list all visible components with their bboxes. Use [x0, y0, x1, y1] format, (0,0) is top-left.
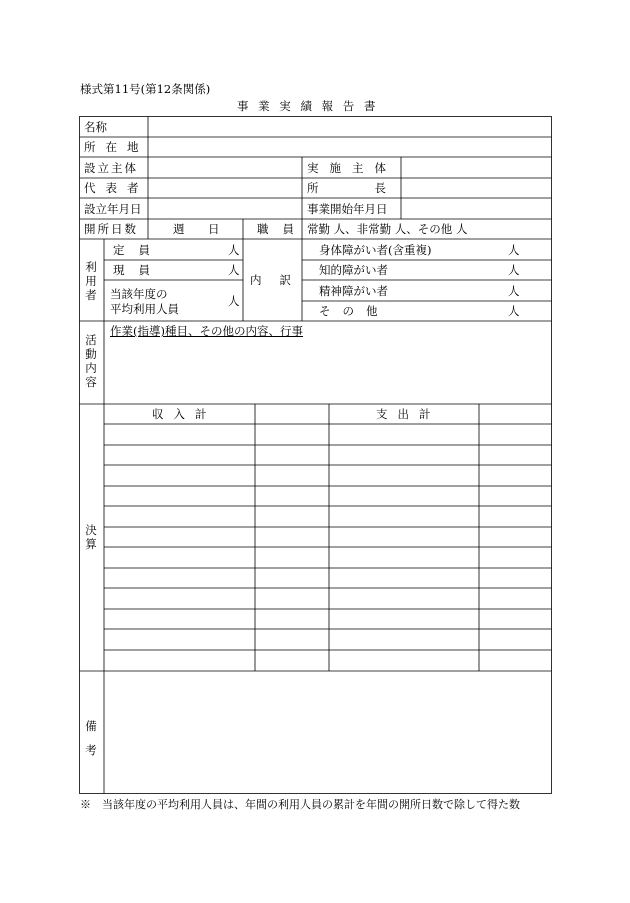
- mental-disability-label: 精神障がい者: [319, 284, 388, 298]
- name-label: 名称: [84, 120, 107, 134]
- address-label: 所在地: [84, 140, 149, 154]
- representative-label: 代表者: [84, 181, 149, 195]
- director-label: 所長: [307, 181, 442, 195]
- capacity-unit: 人: [228, 243, 240, 257]
- open-days-label: 開所日数: [84, 222, 138, 236]
- business-start-label: 事業開始年月日: [307, 202, 388, 216]
- intellectual-disability-unit: 人: [508, 263, 520, 277]
- staff-detail: 常勤 人、非常勤 人、その他 人: [307, 222, 468, 236]
- footnote: ※ 当該年度の平均利用人員は、年間の利用人員の累計を年間の開所日数で除して得た数: [80, 798, 520, 811]
- capacity-label: 定員: [113, 243, 164, 257]
- staff-label: 職員: [257, 222, 308, 236]
- day-label: 日: [208, 222, 220, 236]
- form-number: 様式第11号(第12条関係): [80, 82, 211, 96]
- average-users-unit: 人: [228, 294, 240, 308]
- physical-disability-label: 身体障がい者(含重複): [319, 243, 432, 257]
- users-section-label: 利用者: [85, 260, 97, 302]
- average-users-label-line2: 平均利用人員: [110, 302, 179, 316]
- current-label: 現員: [113, 263, 164, 277]
- average-users-label-line1: 当該年度の: [110, 287, 168, 301]
- remarks-section-label: 備考: [85, 719, 97, 757]
- week-label: 週: [173, 222, 185, 236]
- physical-disability-unit: 人: [508, 243, 520, 257]
- income-total-label: 収入計: [152, 407, 217, 421]
- operator-label: 実施主体: [307, 161, 397, 175]
- expense-total-label: 支出計: [376, 407, 441, 421]
- other-label: その他: [319, 304, 390, 318]
- established-label: 設立年月日: [84, 202, 142, 216]
- current-unit: 人: [228, 263, 240, 277]
- founder-label: 設立主体: [84, 161, 138, 175]
- mental-disability-unit: 人: [508, 284, 520, 298]
- activity-heading: 作業(指導)種目、その他の内容、行事: [110, 324, 303, 338]
- breakdown-label: 内訳: [250, 273, 309, 287]
- settlement-section-label: 決算: [85, 523, 97, 551]
- activity-section-label: 活動内容: [85, 333, 97, 389]
- page-title: 事 業 実 績 報 告 書: [237, 99, 379, 113]
- other-unit: 人: [508, 304, 520, 318]
- intellectual-disability-label: 知的障がい者: [319, 263, 388, 277]
